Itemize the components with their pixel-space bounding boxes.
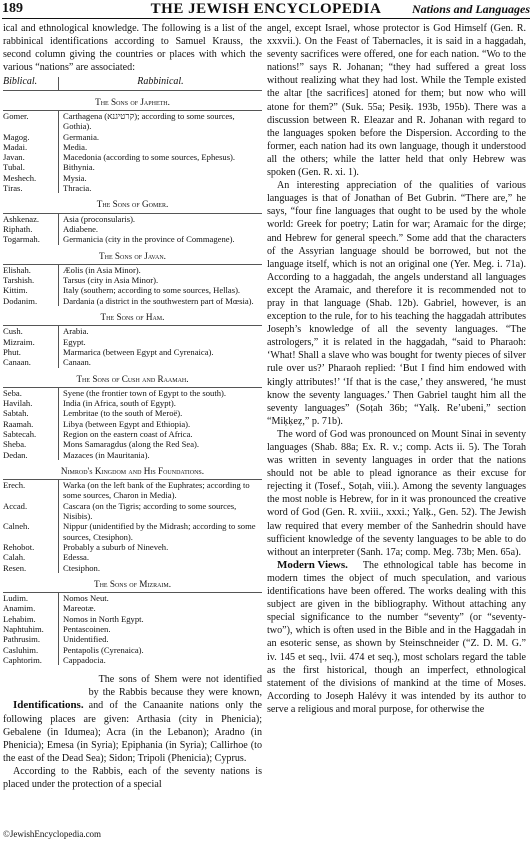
- biblical-name: Calneh.: [3, 521, 59, 542]
- biblical-name: Elishah.: [3, 264, 59, 275]
- biblical-name: Tubal.: [3, 162, 59, 172]
- paragraph-angels: angel, except Israel, whose protector is God Himself (Gen. R. xxxvii.). On the Feast of Tabernacles, it is said in a haggadah, seventy sacrifices were offered, one for each nation. “Wo to the nations!” says R. Johanan; “they had suffered a great loss without realizing what they had lost. While the Temple existed the altar [the sacrifices] atoned for them; but now who will atone for them?” (Suk. 55a; Pesiḳ. 193b, 195b). There was a discussion between R. Eleazar and R. Johanan with regard to the languages spoken before the Dispersion. According to the former, each nation had its own language, though it understood all the others; while the latter held that only Hebrew was spoken (Gen. R. xi. 1).: [267, 23, 526, 179]
- modern-text: The ethnological table has become in modern times the object of much speculation, and various identifications have been offered. The works dealing with this subject are given in the bibliography. Without attaching any special significance to the number “seventy” (or “seventy-two”), which is often used in the Bible and in the Haggadah in an esoteric sense, as shown by Steinschneider (“Z. D. M. G.” iv. 145 et seq., lvii. 474 et seq.), most scholars regard the table as the first historical, though an imperfect, ethnological statement of the divisions of mankind at the time of Moses. According to Joseph Halévy it was intended by its author to serve a religious and moral purpose, for otherwise the: [267, 559, 526, 715]
- table-row: [3, 603, 262, 613]
- table-row: [3, 552, 262, 562]
- biblical-name: Accad.: [3, 501, 59, 522]
- footer-credit: ©JewishEncyclopedia.com: [3, 829, 102, 839]
- rabbinical-identification: Arabia.: [63, 326, 89, 337]
- biblical-name: Madai.: [3, 142, 59, 152]
- rabbinical-identification: Canaan.: [63, 357, 91, 368]
- modern-views-sidenote: Modern Views.: [277, 558, 348, 571]
- shem-text: The sons of Shem were not identified by the Rabbis because they were known, and of the Canaanite nations only the following places are given: Arthasia (city in Phenicia); Gebalene (in Idumea); Acra (in the Lebanon); Aradno (in Phenicia); Emesa (in Syria); Epiphania (in Syria); Callirhoe (to the east of the Dead Sea); Sidon; Tripoli (Phenicia); Cyprus.: [3, 674, 262, 764]
- biblical-name: Phut.: [3, 347, 59, 357]
- group-heading: [3, 306, 262, 326]
- table-row: [3, 357, 262, 367]
- table-row: [3, 521, 262, 542]
- table-row: [3, 183, 262, 193]
- group-heading: [3, 368, 262, 388]
- group-title: The Sons of Cush and Raamah.: [3, 368, 262, 388]
- page-number: 189: [2, 1, 23, 16]
- rabbinical-identification: Region on the eastern coast of Africa.: [63, 428, 193, 439]
- rabbinical-identification: Lembritae (to the south of Meroë).: [63, 408, 183, 419]
- rabbinical-identification: Media.: [63, 141, 88, 152]
- table-row: [3, 387, 262, 398]
- rabbinical-identification: Dardania (a district in the southwestern part of Mœsia).: [63, 295, 254, 306]
- rabbinical-identification: Tarsus (city in Asia Minor).: [63, 275, 159, 286]
- table-row: [3, 224, 262, 234]
- table-row: [3, 614, 262, 624]
- table-row: [3, 480, 262, 501]
- group-heading: [3, 573, 262, 593]
- header-rule: [2, 18, 530, 19]
- biblical-name: Canaan.: [3, 357, 59, 367]
- table-row: [3, 655, 262, 665]
- rabbinical-identification: Mysia.: [63, 172, 87, 183]
- table-row: [3, 542, 262, 552]
- rabbinical-identification: Mons Samaragdus (along the Red Sea).: [63, 439, 200, 450]
- table-row: [3, 285, 262, 295]
- biblical-name: Tarshish.: [3, 275, 59, 285]
- rabbinical-identification: Ctesiphon.: [63, 562, 101, 573]
- rabbinical-header: Rabbinical.: [59, 77, 263, 90]
- rabbinical-identification: Italy (southern; according to some sources, Hellas).: [63, 285, 241, 296]
- rabbinical-identification: Cascara (on the Tigris; according to some sources, Nisibis).: [63, 500, 237, 522]
- rabbinical-identification: Marmarica (between Egypt and Cyrenaica).: [63, 346, 214, 357]
- group-title: The Sons of Ham.: [3, 306, 262, 326]
- rabbinical-identification: Mazaces (in Mauritania).: [63, 449, 150, 460]
- intro-paragraph: ical and ethnological knowledge. The following is a list of the rabbinical identifications according to Samuel Krauss, the second column giving the countries or places with which the various “nations” are associated:: [3, 23, 262, 74]
- biblical-name: Seba.: [3, 387, 59, 398]
- biblical-name: Magog.: [3, 132, 59, 142]
- biblical-name: Resen.: [3, 563, 59, 573]
- table-row: [3, 439, 262, 449]
- table-row: [3, 419, 262, 429]
- table-row: [3, 429, 262, 439]
- group-heading: [3, 245, 262, 265]
- rabbinical-identification: Asia (proconsularis).: [63, 213, 136, 224]
- table-row: [3, 563, 262, 573]
- paragraph-sinai: The word of God was pronounced on Mount Sinai in seventy languages (Shab. 88a; Ex. R. v.; comp. Acts ii. 5). The Torah was written in seventy languages in order that the nations should not be able to plead ignorance as their excuse for rejecting it (Tosef., Soṭah, viii.). Among the seventy languages the most noble is Hebrew, for in it was pronounced the creative word of God (Gen. R. xviii., xxxi.; Yalḳ., Gen. 52). The Jewish law required that every member of the Sanhedrin should have sufficient knowledge of the seventy languages to be able to do without an interpreter (Sanh. 17a; comp. Meg. 73b; Men. 65a).: [267, 428, 526, 558]
- table-row: [3, 398, 262, 408]
- biblical-name: Raamah.: [3, 419, 59, 429]
- rabbinical-identification: Nippur (unidentified by the Midrash; according to some sources, Ctesiphon).: [63, 521, 256, 542]
- rabbinical-identification: Nomos Neut.: [63, 593, 109, 604]
- biblical-name: Mizraim.: [3, 337, 59, 347]
- group-title: The Sons of Japheth.: [3, 90, 262, 110]
- table-row: [3, 213, 262, 224]
- table-row: [3, 645, 262, 655]
- table-row: [3, 501, 262, 522]
- rabbinical-identification: Probably a suburb of Nineveh.: [63, 541, 169, 552]
- biblical-name: Dedan.: [3, 450, 59, 460]
- biblical-name: Ludim.: [3, 593, 59, 604]
- biblical-name: Calah.: [3, 552, 59, 562]
- left-column: [3, 22, 262, 791]
- shem-section: [3, 673, 262, 791]
- rabbinical-identification: Germania.: [63, 131, 100, 142]
- biblical-name: Togarmah.: [3, 234, 59, 244]
- rabbinical-identification: Adiabene.: [63, 223, 99, 234]
- biblical-name: Riphath.: [3, 224, 59, 234]
- rabbinical-identification: Libya (between Egypt and Ethiopia).: [63, 418, 191, 429]
- table-row: [3, 450, 262, 460]
- biblical-name: Anamim.: [3, 603, 59, 613]
- biblical-name: Javan.: [3, 152, 59, 162]
- rabbinical-identification: Bithynia.: [63, 162, 95, 173]
- paragraph-modern: [267, 559, 526, 716]
- rabbinical-identification: Thracia.: [63, 183, 92, 194]
- biblical-name: Cush.: [3, 326, 59, 337]
- rabbinical-identification: Germanicia (city in the province of Commagene).: [63, 234, 235, 245]
- rabbinical-identification: Syene (the frontier town of Egypt to the south).: [63, 387, 227, 398]
- biblical-name: Gomer.: [3, 110, 59, 131]
- rabbinical-identification: Cappadocia.: [63, 654, 106, 665]
- identifications-sidenote-label: Identifications.: [13, 699, 84, 712]
- biblical-name: Dodanim.: [3, 296, 59, 306]
- table-row: [3, 347, 262, 357]
- biblical-name: Sheba.: [3, 439, 59, 449]
- table-row: [3, 173, 262, 183]
- biblical-name: Sabtah.: [3, 408, 59, 418]
- group-title: The Sons of Gomer.: [3, 193, 262, 213]
- biblical-header: Biblical.: [3, 77, 59, 90]
- biblical-name: Sabtecah.: [3, 429, 59, 439]
- rabbinical-identification: Pentascoinen.: [63, 624, 111, 635]
- table-row: [3, 408, 262, 418]
- table-row: [3, 152, 262, 162]
- table-row: [3, 142, 262, 152]
- table-row: [3, 624, 262, 634]
- rabbinical-identification: Æolis (in Asia Minor).: [63, 264, 141, 275]
- identification-table: [3, 77, 262, 665]
- rabbinical-identification: Warka (on the left bank of the Euphrates; according to some sources, Charon in Media).: [63, 480, 250, 501]
- biblical-name: Havilah.: [3, 398, 59, 408]
- group-heading: [3, 193, 262, 213]
- group-title: Nimrod's Kingdom and His Foundations.: [3, 460, 262, 480]
- table-row: [3, 326, 262, 337]
- group-title: The Sons of Javan.: [3, 245, 262, 265]
- table-header-row: [3, 77, 262, 90]
- biblical-name: Tiras.: [3, 183, 59, 193]
- shem-paragraph: [3, 673, 262, 765]
- group-heading: [3, 90, 262, 110]
- biblical-name: Kittim.: [3, 285, 59, 295]
- paragraph-languages: An interesting appreciation of the qualities of various languages is that of Jonathan of Bet Gubrin. “There are,” he says, “four fine languages that ought to be used by the whole world: Greek for poetry; Latin for war; Aramaic for the dirge; and Hebrew for general speech.” Some add that the characters of the Assyrian language should be borrowed, but not the language itself, which is not an original one (Yer. Meg. i. 71a). According to a haggadah, the angels understand all languages except the Aramaic, and therefore it is recommended not to pray in that language (Shab. 12b). Gabriel, however, is an exception to the rule, for to his teaching the haggadah attributes Joseph’s knowledge of all the seventy languages. “The astrologers,” it is related in the haggadah, “said to Pharaoh: ‘What! Shall a slave who was bought for twenty pieces of silver rule over us?’ Pharaoh replied: ‘But I find him endowed with kingly attributes!’ ‘If that is the case,’ they answered, ‘he must know the seventy languages.’ Then Gabriel taught him all the seventy languages” (Soṭah 36b; “Yalḳ. Re’ubeni,” section “Miḳḳeẓ,” p. 71b).: [267, 180, 526, 427]
- table-row: [3, 634, 262, 644]
- table-row: [3, 275, 262, 285]
- rabbis-paragraph: According to the Rabbis, each of the seventy nations is placed under the protection of a special: [3, 765, 262, 790]
- biblical-name: Ashkenaz.: [3, 213, 59, 224]
- biblical-name: Naphtuhim.: [3, 624, 59, 634]
- rabbinical-identification: Mareotæ.: [63, 603, 96, 614]
- table-row: [3, 110, 262, 131]
- rabbinical-identification: Pentapolis (Cyrenaica).: [63, 644, 144, 655]
- table-row: [3, 132, 262, 142]
- section-title: Nations and Languages: [411, 2, 530, 16]
- biblical-name: Casluhim.: [3, 645, 59, 655]
- right-column: [267, 22, 526, 716]
- biblical-name: Erech.: [3, 480, 59, 501]
- biblical-name: Meshech.: [3, 173, 59, 183]
- rabbinical-identification: Egypt.: [63, 336, 86, 347]
- rabbinical-identification: Carthagena (קרטיגנא); according to some sources, Gothia).: [63, 110, 235, 132]
- biblical-name: Caphtorim.: [3, 655, 59, 665]
- group-title: The Sons of Mizraim.: [3, 573, 262, 593]
- rabbinical-identification: India (in Africa, south of Egypt).: [63, 398, 176, 409]
- rabbinical-identification: Macedonia (according to some sources, Ephesus).: [63, 152, 236, 163]
- table-row: [3, 234, 262, 244]
- biblical-name: Rehobot.: [3, 542, 59, 552]
- table-row: [3, 337, 262, 347]
- table-row: [3, 264, 262, 275]
- biblical-name: Pathrusim.: [3, 634, 59, 644]
- rabbinical-identification: Edessa.: [63, 552, 90, 563]
- table-row: [3, 162, 262, 172]
- group-heading: [3, 460, 262, 480]
- table-row: [3, 593, 262, 604]
- page-header: [0, 0, 532, 20]
- table-row: [3, 296, 262, 306]
- rabbinical-identification: Nomos in North Egypt.: [63, 613, 144, 624]
- rabbinical-identification: Unidentified.: [63, 634, 109, 645]
- running-title: THE JEWISH ENCYCLOPEDIA: [150, 1, 382, 17]
- biblical-name: Lehabim.: [3, 614, 59, 624]
